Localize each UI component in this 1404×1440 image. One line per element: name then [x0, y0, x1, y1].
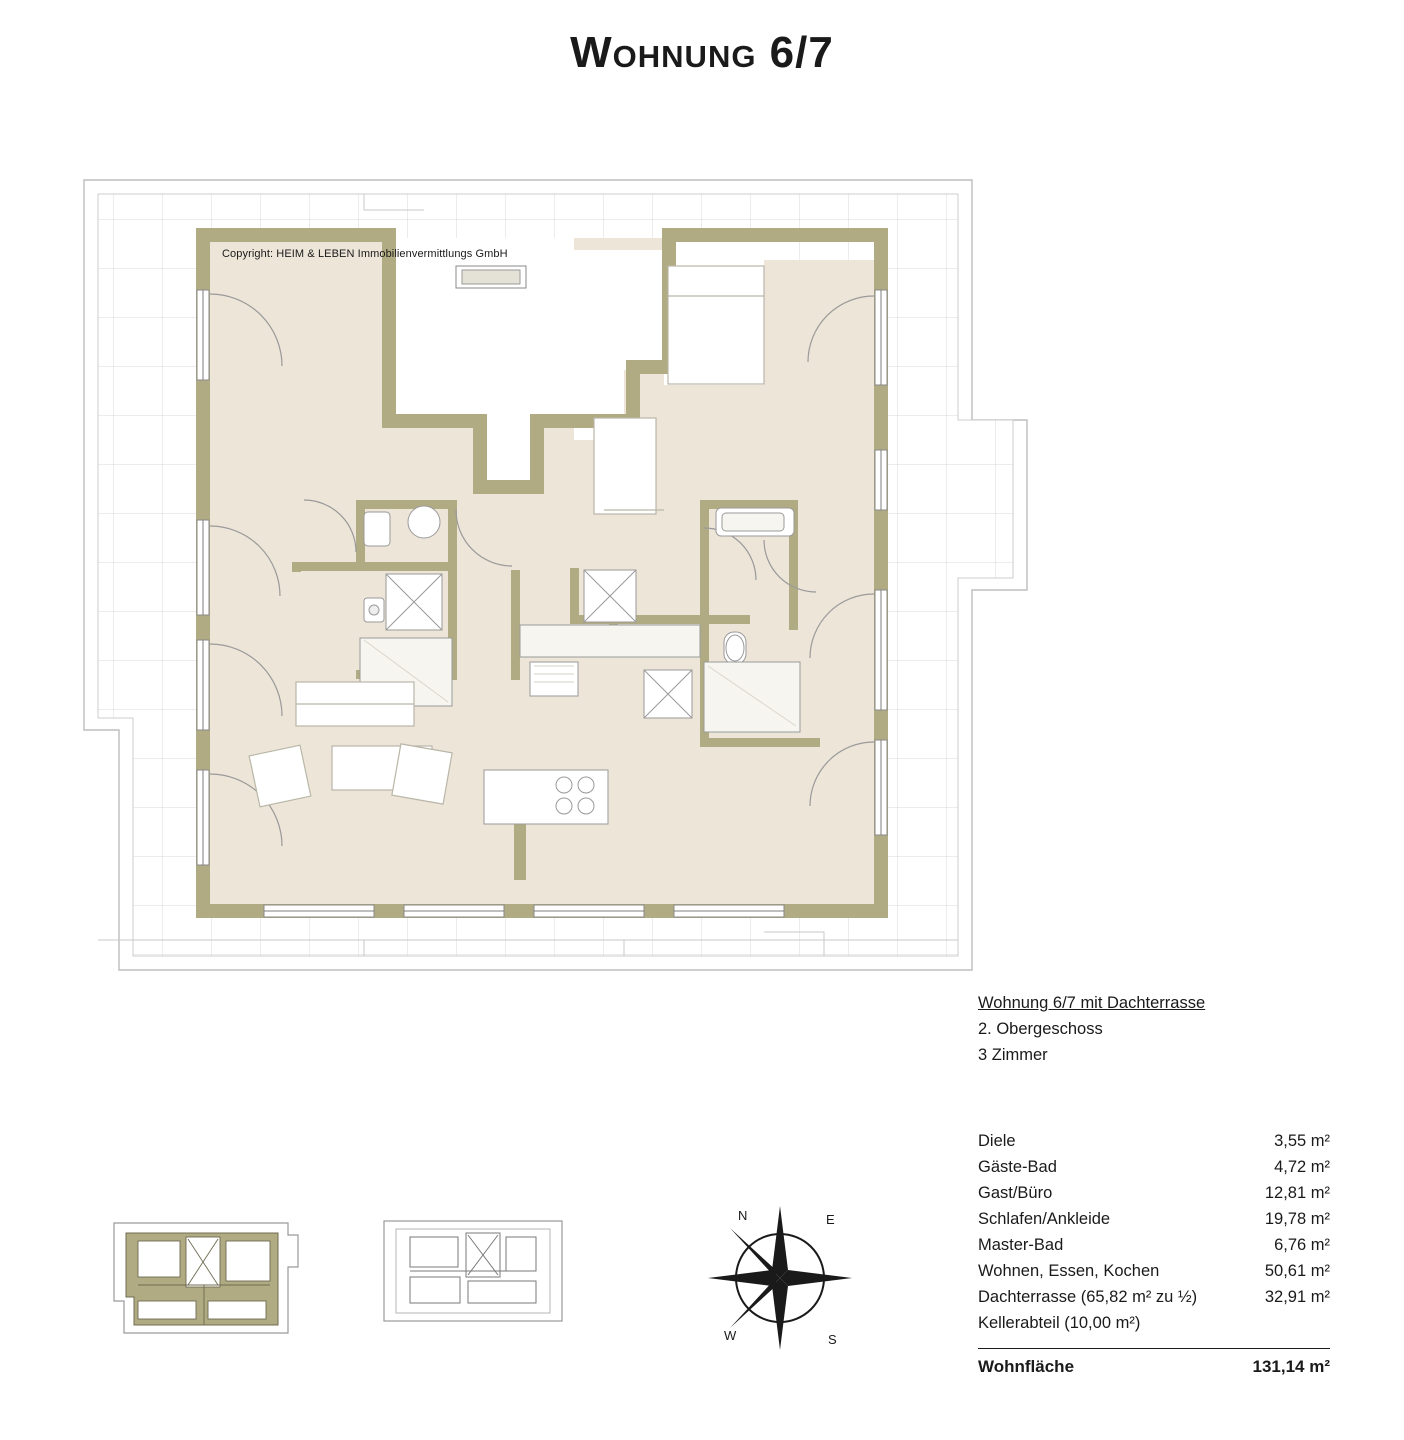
area-label: Wohnen, Essen, Kochen [978, 1261, 1160, 1280]
compass-label-n: N [738, 1208, 748, 1223]
area-value: 4,72 m² [1274, 1157, 1330, 1176]
area-value: 50,61 m² [1264, 1261, 1330, 1280]
compass-rose [700, 1198, 860, 1358]
compass-label-e: E [826, 1212, 835, 1227]
area-label: Gast/Büro [978, 1183, 1053, 1202]
table-row [978, 1310, 1330, 1336]
area-label: Schlafen/Ankleide [978, 1209, 1111, 1228]
table-row [978, 1206, 1330, 1232]
table-row [978, 1232, 1330, 1258]
table-row-total [978, 1336, 1330, 1381]
area-value: 19,78 m² [1264, 1209, 1330, 1228]
area-value: 32,91 m² [1264, 1287, 1330, 1306]
area-label: Gäste-Bad [978, 1157, 1057, 1176]
area-label: Master-Bad [978, 1235, 1064, 1254]
apartment-info [978, 990, 1358, 1068]
floor-plan-svg [64, 170, 1034, 980]
apartment-info-floor: 2. Obergeschoss [978, 1020, 1103, 1038]
area-value: 12,81 m² [1264, 1183, 1330, 1202]
area-label: Diele [978, 1131, 1016, 1150]
apartment-info-headline: Wohnung 6/7 mit Dachterrasse [978, 994, 1206, 1012]
total-value: 131,14 m² [1238, 1336, 1330, 1381]
table-row [978, 1180, 1330, 1206]
key-plan-thumbnail [108, 1205, 304, 1345]
floor-plan [64, 170, 1034, 980]
copyright-notice: Copyright: HEIM & LEBEN Immobilienvermittlungs GmbH [222, 248, 508, 260]
area-rows [978, 1128, 1330, 1381]
compass-label-w: W [724, 1328, 737, 1343]
table-row [978, 1128, 1330, 1154]
table-row [978, 1284, 1330, 1310]
area-label: Dachterrasse (65,82 m² zu ½) [978, 1287, 1198, 1306]
area-value [1238, 1310, 1330, 1336]
total-label: Wohnfläche [978, 1336, 1238, 1381]
page-title: Wohnung 6/7 [570, 28, 834, 77]
table-row [978, 1258, 1330, 1284]
compass-label-s: S [828, 1332, 837, 1347]
area-label: Kellerabteil (10,00 m²) [978, 1313, 1141, 1332]
table-row [978, 1154, 1330, 1180]
floor-key-plan-thumbnail [380, 1215, 566, 1327]
area-value: 6,76 m² [1274, 1235, 1330, 1254]
area-value: 3,55 m² [1274, 1131, 1330, 1150]
apartment-info-rooms: 3 Zimmer [978, 1046, 1048, 1064]
area-table [978, 1128, 1330, 1381]
